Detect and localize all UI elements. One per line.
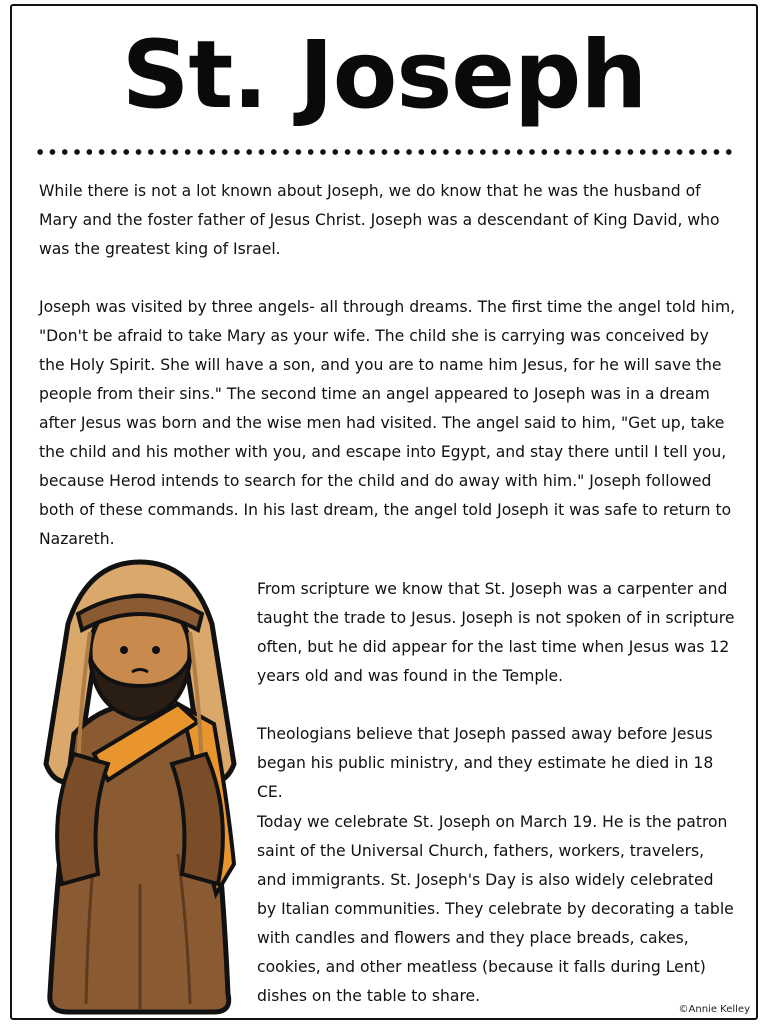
death-paragraph: Theologians believe that Joseph passed away before Jesus began his public ministry, and they estimate he died in 18 CE. <box>257 725 714 801</box>
dreams-paragraph: Joseph was visited by three angels- all through dreams. The first time the angel told him, "Don't be afraid to take Mary as your wife. The child she is carrying was conceived by the Holy Spirit. She will have a son, and you are to name him Jesus, for he will save the people from their sins." The second time an angel appeared to Joseph was in a dream after Jesus was born and the wise men had visited. The angel said to him, "Get up, take the child and his mother with you, and escape into Egypt, and stay there until I tell you, because Herod intends to search for the child and do away with him." Joseph followed both of these commands. In his last dream, the angel told Joseph it was safe to return to Nazareth. <box>39 298 736 548</box>
feast-day-paragraph: Today we celebrate St. Joseph on March 19. He is the patron saint of the Universal Church, fathers, workers, travelers, and immigrants. St. Joseph's Day is also widely celebrated by Italian communities. They celebrate by decorating a table with candles and flowers and they place breads, cakes, cookies, and other meatless (because it falls during Lent) dishes on the table to share. <box>257 813 734 1005</box>
dotted-divider <box>34 148 734 156</box>
carpenter-paragraph: From scripture we know that St. Joseph was a carpenter and taught the trade to Jesus. Joseph is not spoken of in scripture often, but he did appear for the last time when Jesus was 12 years old and was found in the Temple. <box>257 580 735 685</box>
page-title: St. Joseph <box>121 21 647 130</box>
worksheet-page <box>10 4 758 1020</box>
st-joseph-illustration <box>28 554 250 1022</box>
copyright-notice: ©Annie Kelley <box>678 1004 750 1015</box>
intro-paragraph: While there is not a lot known about Joseph, we do know that he was the husband of Mary and the foster father of Jesus Christ. Joseph was a descendant of King David, who was the greatest king of Israel. <box>39 182 720 258</box>
